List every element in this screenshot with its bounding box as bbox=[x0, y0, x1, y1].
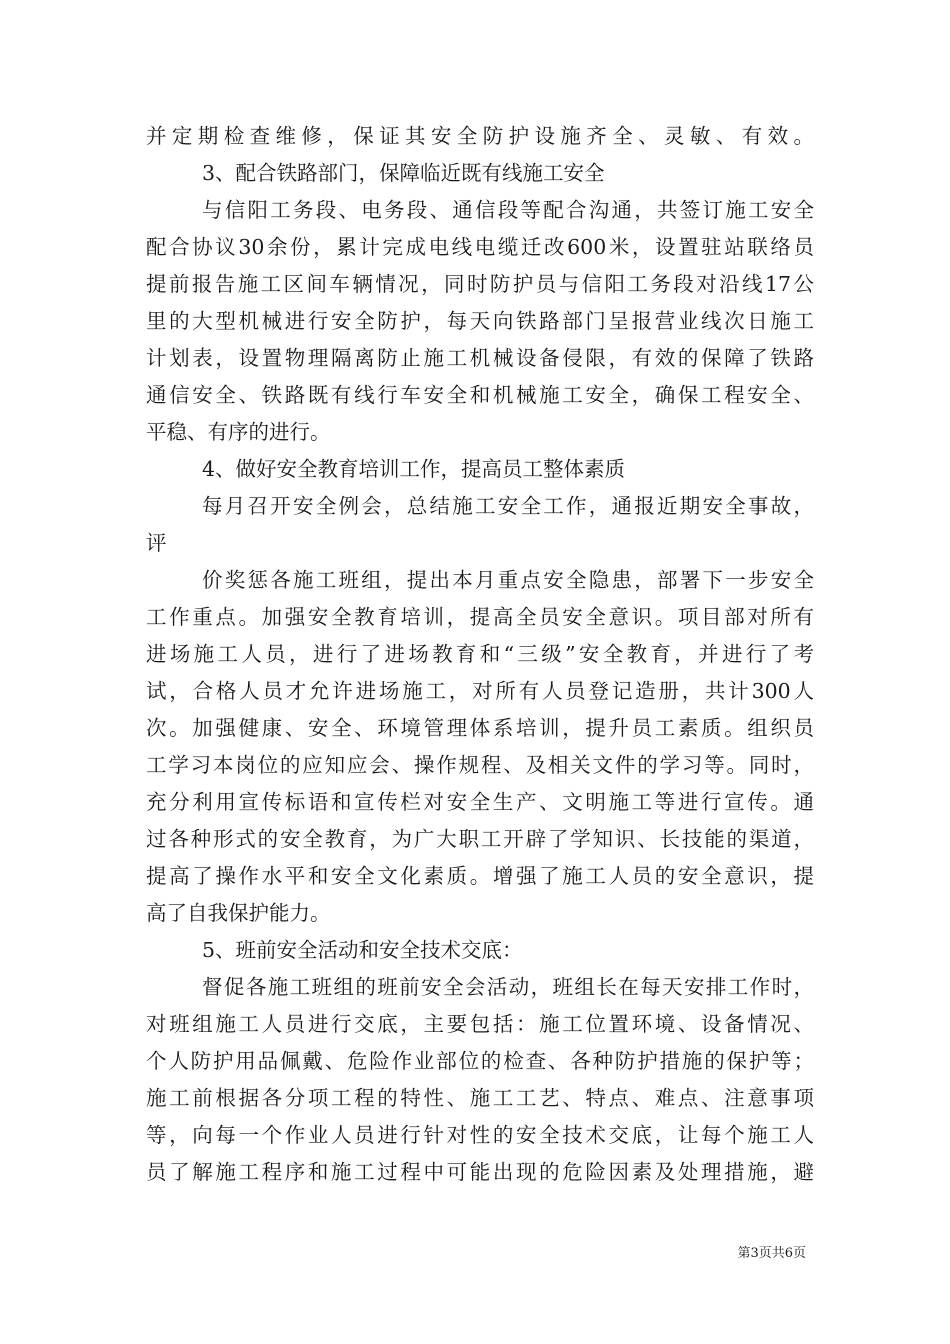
text-line: 对班组施工人员进行交底，主要包括：施工位置环境、设备情况、 bbox=[146, 1012, 814, 1036]
text-line: 试，合格人员才允许进场施工，对所有人员登记造册，共计300人 bbox=[146, 679, 814, 703]
text-line: 评 bbox=[146, 531, 167, 555]
text-line: 平稳、有序的进行。 bbox=[146, 420, 331, 444]
section-heading-4: 4、做好安全教育培训工作，提高员工整体素质 bbox=[202, 457, 626, 481]
text-line: 进场施工人员，进行了进场教育和“三级”安全教育，并进行了考 bbox=[146, 642, 814, 666]
text-line: 员了解施工程序和施工过程中可能出现的危险因素及处理措施，避 bbox=[146, 1160, 814, 1184]
text-line: 高了自我保护能力。 bbox=[146, 901, 331, 925]
text-line: 施工前根据各分项工程的特性、施工工艺、特点、难点、注意事项 bbox=[146, 1086, 814, 1110]
text-line: 次。加强健康、安全、环境管理体系培训，提升员工素质。组织员 bbox=[146, 716, 814, 740]
page-number: 第3页共6页 bbox=[737, 1246, 806, 1261]
text-line: 计划表，设置物理隔离防止施工机械设备侵限，有效的保障了铁路 bbox=[146, 346, 814, 370]
section-heading-3: 3、配合铁路部门，保障临近既有线施工安全 bbox=[202, 161, 605, 185]
text-line: 配合协议30余份，累计完成电线电缆迁改600米，设置驻站联络员 bbox=[146, 235, 814, 259]
section-heading-5: 5、班前安全活动和安全技术交底： bbox=[202, 938, 523, 962]
text-line: 提高了操作水平和安全文化素质。增强了施工人员的安全意识，提 bbox=[146, 864, 814, 888]
text-line: 工作重点。加强安全教育培训，提高全员安全意识。项目部对所有 bbox=[146, 605, 814, 629]
text-line: 通信安全、铁路既有线行车安全和机械施工安全，确保工程安全、 bbox=[146, 383, 814, 407]
text-line: 并定期检查维修，保证其安全防护设施齐全、灵敏、有效。 bbox=[146, 124, 814, 148]
body-text bbox=[146, 118, 814, 1191]
text-line: 价奖惩各施工班组，提出本月重点安全隐患，部署下一步安全 bbox=[202, 568, 814, 592]
text-line: 提前报告施工区间车辆情况，同时防护员与信阳工务段对沿线17公 bbox=[146, 272, 814, 296]
text-line: 每月召开安全例会，总结施工安全工作，通报近期安全事故， bbox=[202, 494, 814, 518]
text-line: 充分利用宣传标语和宣传栏对安全生产、文明施工等进行宣传。通 bbox=[146, 790, 814, 814]
text-line: 过各种形式的安全教育，为广大职工开辟了学知识、长技能的渠道， bbox=[146, 827, 814, 851]
text-line: 督促各施工班组的班前安全会活动，班组长在每天安排工作时， bbox=[202, 975, 814, 999]
text-line: 与信阳工务段、电务段、通信段等配合沟通，共签订施工安全 bbox=[202, 198, 814, 222]
text-line: 里的大型机械进行安全防护，每天向铁路部门呈报营业线次日施工 bbox=[146, 309, 814, 333]
text-line: 工学习本岗位的应知应会、操作规程、及相关文件的学习等。同时， bbox=[146, 753, 814, 777]
text-line: 个人防护用品佩戴、危险作业部位的检查、各种防护措施的保护等； bbox=[146, 1049, 814, 1073]
text-line: 等，向每一个作业人员进行针对性的安全技术交底，让每个施工人 bbox=[146, 1123, 814, 1147]
